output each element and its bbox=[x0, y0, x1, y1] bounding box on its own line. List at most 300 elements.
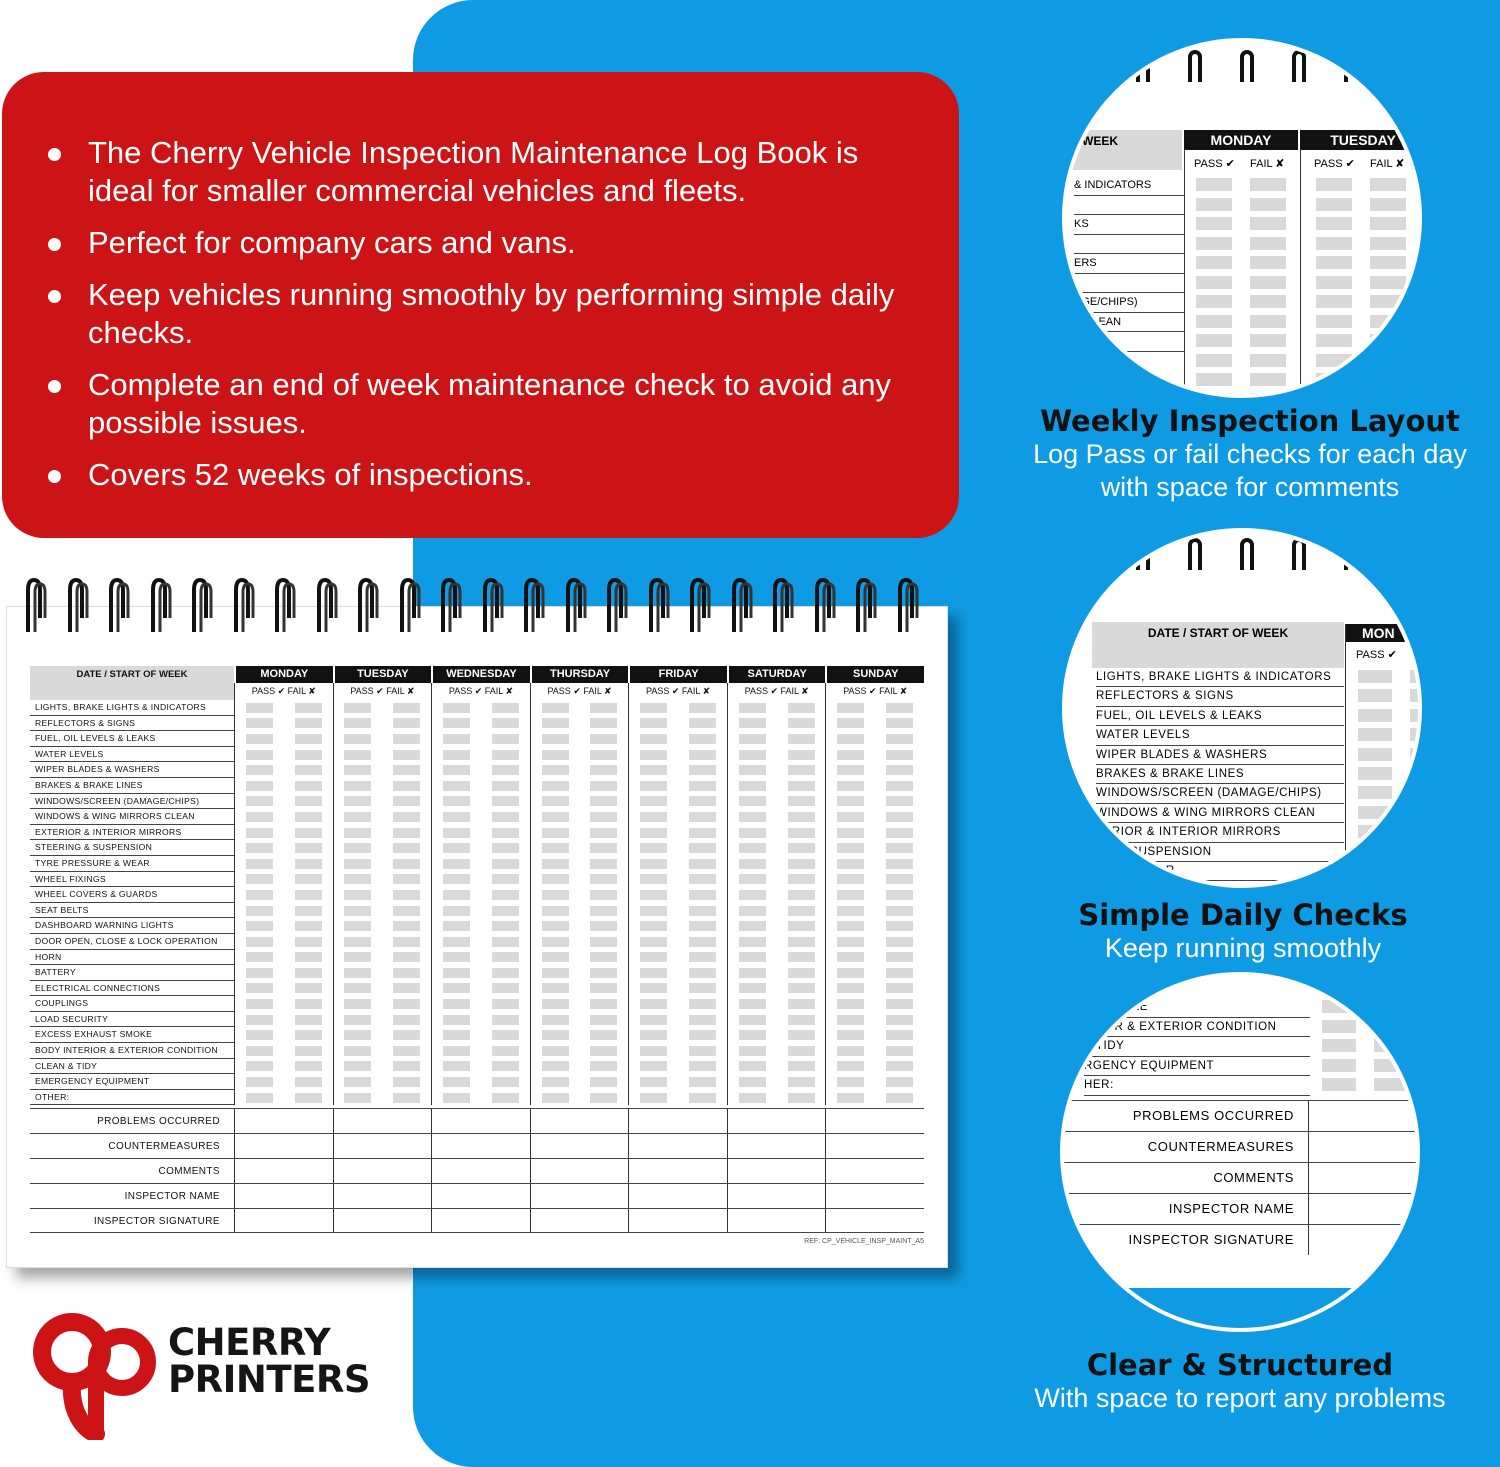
feature-subtitle: With space to report any problems bbox=[1034, 1383, 1446, 1413]
checkbox bbox=[1316, 256, 1352, 269]
check-item-label: URE & WEAR bbox=[1096, 862, 1344, 881]
fail-checkbox bbox=[886, 983, 913, 993]
fail-checkbox bbox=[393, 1015, 420, 1025]
fail-checkbox bbox=[590, 843, 617, 853]
fail-checkbox bbox=[886, 1046, 913, 1056]
pass-checkbox bbox=[542, 968, 569, 978]
pass-checkbox bbox=[246, 937, 273, 947]
pass-fail-boxes bbox=[825, 762, 924, 778]
pass-checkbox bbox=[344, 874, 371, 884]
pass-checkbox bbox=[443, 890, 470, 900]
fail-checkbox bbox=[689, 952, 716, 962]
pass-fail-boxes bbox=[825, 1090, 924, 1106]
pass-checkbox bbox=[739, 718, 766, 728]
pass-fail-boxes bbox=[431, 1027, 530, 1043]
pass-fail-boxes bbox=[628, 825, 727, 841]
feature-subtitle: Keep running smoothly bbox=[1104, 933, 1382, 963]
checkbox bbox=[1358, 864, 1392, 877]
fail-checkbox bbox=[393, 983, 420, 993]
pass-checkbox bbox=[542, 1077, 569, 1087]
fail-checkbox bbox=[788, 1077, 815, 1087]
fail-checkbox bbox=[689, 968, 716, 978]
checkbox bbox=[1316, 354, 1352, 367]
features-panel bbox=[2, 72, 959, 538]
day-cells bbox=[234, 731, 924, 747]
report-cell bbox=[628, 1109, 727, 1133]
pass-checkbox bbox=[739, 828, 766, 838]
pass-checkbox bbox=[739, 1015, 766, 1025]
pass-fail-boxes bbox=[333, 716, 432, 732]
report-cell bbox=[727, 1109, 826, 1133]
pass-fail-boxes bbox=[530, 731, 629, 747]
check-item-label: LIGHTS, BRAKE LIGHTS & INDICATORS bbox=[1096, 668, 1344, 687]
fail-checkbox bbox=[393, 921, 420, 931]
pass-checkbox bbox=[542, 703, 569, 713]
report-cell bbox=[431, 1159, 530, 1183]
fail-checkbox bbox=[886, 703, 913, 713]
pass-fail-boxes bbox=[628, 778, 727, 794]
pass-fail-boxes bbox=[825, 747, 924, 763]
pass-checkbox bbox=[443, 859, 470, 869]
pass-fail-boxes bbox=[530, 825, 629, 841]
pass-fail-boxes bbox=[530, 934, 629, 950]
pass-label: FAIL ✘ bbox=[1370, 158, 1405, 170]
pass-checkbox bbox=[837, 718, 864, 728]
pass-checkbox bbox=[837, 874, 864, 884]
feature-weekly bbox=[1020, 404, 1480, 504]
pass-fail-boxes bbox=[825, 918, 924, 934]
pass-checkbox bbox=[246, 968, 273, 978]
day-cells bbox=[234, 1012, 924, 1028]
pass-checkbox bbox=[837, 921, 864, 931]
fail-checkbox bbox=[788, 781, 815, 791]
pass-fail-label: PASS ✔ FAIL ✘ bbox=[530, 683, 629, 700]
pass-fail-boxes bbox=[234, 809, 333, 825]
report-cell bbox=[333, 1109, 432, 1133]
pass-fail-boxes bbox=[234, 1059, 333, 1075]
pass-checkbox bbox=[443, 1030, 470, 1040]
fail-checkbox bbox=[886, 999, 913, 1009]
pass-checkbox bbox=[837, 843, 864, 853]
pass-checkbox bbox=[739, 843, 766, 853]
pass-fail-boxes bbox=[234, 887, 333, 903]
bullet-text: The Cherry Vehicle Inspection Maintenance Log Book is ideal for smaller commercial vehicles and fleets. bbox=[88, 135, 859, 208]
pass-checkbox bbox=[640, 1061, 667, 1071]
fail-checkbox bbox=[393, 890, 420, 900]
fail-checkbox bbox=[295, 828, 322, 838]
pass-checkbox bbox=[837, 1093, 864, 1103]
fail-checkbox bbox=[590, 1061, 617, 1071]
table-row bbox=[30, 794, 924, 810]
pass-checkbox bbox=[542, 812, 569, 822]
report-cell bbox=[1308, 1193, 1420, 1224]
check-item-label: WIPER BLADES & WASHERS bbox=[30, 762, 234, 778]
pass-fail-boxes bbox=[431, 934, 530, 950]
pass-fail-boxes bbox=[530, 1090, 629, 1106]
monday-header: MONDAY bbox=[1184, 130, 1298, 150]
table-row bbox=[30, 903, 924, 919]
pass-fail-boxes bbox=[530, 918, 629, 934]
fail-checkbox bbox=[393, 952, 420, 962]
fail-checkbox bbox=[492, 734, 519, 744]
pass-fail-boxes bbox=[628, 1027, 727, 1043]
pass-checkbox bbox=[640, 1046, 667, 1056]
fail-checkbox bbox=[590, 859, 617, 869]
fail-checkbox bbox=[295, 999, 322, 1009]
checkbox bbox=[1370, 315, 1406, 328]
fail-checkbox bbox=[689, 890, 716, 900]
check-item-label: WHEEL FIXINGS bbox=[30, 872, 234, 888]
check-item-label: LOAD SECURITY bbox=[30, 1012, 234, 1028]
fail-checkbox bbox=[295, 906, 322, 916]
date-header: DATE / START OF WEEK bbox=[30, 666, 234, 700]
check-item-label: HORN bbox=[30, 950, 234, 966]
fail-checkbox bbox=[788, 906, 815, 916]
fail-checkbox bbox=[590, 952, 617, 962]
table-row bbox=[30, 700, 924, 716]
pass-fail-boxes bbox=[431, 747, 530, 763]
checkbox bbox=[1370, 198, 1406, 211]
day-cells bbox=[234, 1090, 924, 1106]
fail-checkbox bbox=[492, 983, 519, 993]
binding-ring bbox=[352, 578, 384, 634]
fail-checkbox bbox=[788, 718, 815, 728]
checkbox bbox=[1196, 276, 1232, 289]
fail-checkbox bbox=[689, 874, 716, 884]
fail-checkbox bbox=[886, 952, 913, 962]
table-row bbox=[30, 840, 924, 856]
feature-bullets bbox=[42, 134, 919, 494]
report-row-label: COUNTERMEASURES bbox=[108, 1141, 220, 1152]
pass-fail-boxes bbox=[825, 1074, 924, 1090]
pass-checkbox bbox=[344, 828, 371, 838]
fail-checkbox bbox=[788, 968, 815, 978]
checkbox bbox=[1316, 237, 1352, 250]
check-item-label: RGENCY EQUIPMENT bbox=[1084, 1057, 1310, 1077]
binding-ring bbox=[1344, 50, 1358, 82]
pass-fail-boxes bbox=[628, 918, 727, 934]
pass-fail-boxes bbox=[530, 794, 629, 810]
checkbox bbox=[1322, 1078, 1356, 1091]
fail-checkbox bbox=[689, 843, 716, 853]
reference-code: REF: CP_VEHICLE_INSP_MAINT_A5 bbox=[804, 1238, 924, 1245]
pass-fail-boxes bbox=[825, 716, 924, 732]
fail-checkbox bbox=[788, 1046, 815, 1056]
fail-checkbox bbox=[886, 890, 913, 900]
pass-checkbox bbox=[837, 812, 864, 822]
pass-fail-boxes bbox=[234, 700, 333, 716]
binding-ring bbox=[62, 578, 94, 634]
day-cells bbox=[234, 981, 924, 997]
pass-fail-boxes bbox=[234, 981, 333, 997]
checkbox bbox=[1316, 178, 1352, 191]
pass-checkbox bbox=[246, 921, 273, 931]
pass-checkbox bbox=[739, 750, 766, 760]
inspection-sheet bbox=[30, 666, 924, 1245]
check-item-label: OTHER: bbox=[30, 1090, 234, 1106]
pass-checkbox bbox=[542, 843, 569, 853]
table-row bbox=[30, 1090, 924, 1106]
binding-ring bbox=[518, 578, 550, 634]
checkbox bbox=[1358, 786, 1392, 799]
pass-checkbox bbox=[640, 1015, 667, 1025]
pass-fail-boxes bbox=[727, 700, 826, 716]
pass-checkbox bbox=[640, 999, 667, 1009]
check-item-label: & INDICATORS bbox=[1074, 176, 1184, 196]
fail-checkbox bbox=[689, 750, 716, 760]
pass-fail-boxes bbox=[333, 747, 432, 763]
report-cell bbox=[234, 1159, 333, 1183]
pass-fail-boxes bbox=[825, 934, 924, 950]
fail-checkbox bbox=[788, 952, 815, 962]
pass-checkbox bbox=[542, 796, 569, 806]
date-header: DATE / START OF WEEK bbox=[1147, 626, 1289, 640]
pass-fail-boxes bbox=[234, 716, 333, 732]
pass-fail-boxes bbox=[628, 762, 727, 778]
pass-fail-boxes bbox=[333, 762, 432, 778]
pass-fail-boxes bbox=[530, 872, 629, 888]
pass-checkbox bbox=[344, 921, 371, 931]
pass-fail-boxes bbox=[727, 1012, 826, 1028]
fail-checkbox bbox=[788, 750, 815, 760]
pass-fail-boxes bbox=[234, 996, 333, 1012]
pass-checkbox bbox=[739, 859, 766, 869]
fail-checkbox bbox=[295, 874, 322, 884]
fail-checkbox bbox=[295, 968, 322, 978]
check-item-label: BATTERY bbox=[30, 965, 234, 981]
fail-checkbox bbox=[295, 1093, 322, 1103]
pass-fail-boxes bbox=[825, 903, 924, 919]
pass-checkbox bbox=[640, 983, 667, 993]
pass-fail-boxes bbox=[727, 1074, 826, 1090]
pass-checkbox bbox=[837, 828, 864, 838]
checkbox bbox=[1196, 178, 1232, 191]
pass-fail-label: PASS ✔ FAIL ✘ bbox=[727, 683, 826, 700]
day-cells bbox=[234, 1043, 924, 1059]
fail-checkbox bbox=[590, 999, 617, 1009]
fail-checkbox bbox=[492, 921, 519, 931]
pass-checkbox bbox=[837, 750, 864, 760]
report-cell bbox=[431, 1209, 530, 1232]
report-row-label: COMMENTS bbox=[158, 1166, 220, 1177]
pass-checkbox bbox=[542, 874, 569, 884]
report-cell bbox=[628, 1159, 727, 1183]
check-item-label: DOOR OPEN, CLOSE & LOCK OPERATION bbox=[30, 934, 234, 950]
day-cells bbox=[234, 747, 924, 763]
fail-checkbox bbox=[295, 703, 322, 713]
fail-checkbox bbox=[886, 796, 913, 806]
fail-checkbox bbox=[590, 1093, 617, 1103]
day-cells bbox=[234, 872, 924, 888]
pass-fail-boxes bbox=[431, 809, 530, 825]
pass-checkbox bbox=[542, 1061, 569, 1071]
pass-checkbox bbox=[246, 703, 273, 713]
bullet-dot bbox=[48, 470, 61, 483]
pass-checkbox bbox=[739, 734, 766, 744]
fail-checkbox bbox=[492, 999, 519, 1009]
pass-fail-boxes bbox=[431, 1090, 530, 1106]
pass-fail-boxes bbox=[333, 1027, 432, 1043]
checkbox bbox=[1250, 276, 1286, 289]
fail-checkbox bbox=[393, 937, 420, 947]
report-cell bbox=[825, 1209, 924, 1232]
pass-fail-boxes bbox=[234, 872, 333, 888]
bullet-dot bbox=[48, 148, 61, 161]
report-cell bbox=[530, 1184, 629, 1208]
fail-checkbox bbox=[492, 1077, 519, 1087]
pass-checkbox bbox=[344, 843, 371, 853]
fail-checkbox bbox=[393, 874, 420, 884]
pass-fail-boxes bbox=[431, 856, 530, 872]
pass-checkbox bbox=[246, 983, 273, 993]
pass-checkbox bbox=[344, 983, 371, 993]
pass-fail-boxes bbox=[333, 903, 432, 919]
pass-checkbox bbox=[640, 781, 667, 791]
pass-checkbox bbox=[837, 796, 864, 806]
checkbox bbox=[1316, 334, 1352, 347]
fail-checkbox bbox=[886, 750, 913, 760]
checkbox bbox=[1250, 295, 1286, 308]
fail-checkbox bbox=[689, 1046, 716, 1056]
pass-checkbox bbox=[837, 983, 864, 993]
checkbox bbox=[1196, 217, 1232, 230]
pass-fail-boxes bbox=[628, 856, 727, 872]
column-divider bbox=[1300, 150, 1301, 398]
pass-fail-boxes bbox=[727, 840, 826, 856]
report-cell bbox=[727, 1134, 826, 1158]
pass-fail-boxes bbox=[530, 1027, 629, 1043]
check-item-label: WATER LEVELS bbox=[30, 747, 234, 763]
fail-checkbox bbox=[492, 859, 519, 869]
pass-checkbox bbox=[344, 890, 371, 900]
pass-fail-boxes bbox=[234, 1074, 333, 1090]
fail-checkbox bbox=[492, 812, 519, 822]
fail-checkbox bbox=[590, 1077, 617, 1087]
fail-checkbox bbox=[689, 781, 716, 791]
pass-fail-boxes bbox=[530, 856, 629, 872]
pass-checkbox bbox=[640, 812, 667, 822]
day-cells bbox=[234, 1027, 924, 1043]
fail-checkbox bbox=[295, 843, 322, 853]
pass-fail-boxes bbox=[825, 996, 924, 1012]
pass-checkbox bbox=[344, 796, 371, 806]
pass-fail-boxes bbox=[530, 1012, 629, 1028]
fail-checkbox bbox=[788, 1015, 815, 1025]
pass-checkbox bbox=[246, 781, 273, 791]
fail-checkbox bbox=[393, 1030, 420, 1040]
fail-checkbox bbox=[590, 1046, 617, 1056]
checkbox bbox=[1370, 334, 1406, 347]
report-cell bbox=[727, 1209, 826, 1232]
fail-checkbox bbox=[788, 765, 815, 775]
fail-checkbox bbox=[393, 968, 420, 978]
table-row bbox=[30, 1012, 924, 1028]
fail-checkbox bbox=[689, 765, 716, 775]
pass-fail-boxes bbox=[431, 950, 530, 966]
pass-checkbox bbox=[443, 1061, 470, 1071]
pass-fail-boxes bbox=[628, 716, 727, 732]
check-items bbox=[30, 700, 924, 1105]
pass-checkbox bbox=[739, 874, 766, 884]
pass-checkbox bbox=[246, 1061, 273, 1071]
pass-checkbox bbox=[542, 859, 569, 869]
pass-checkbox bbox=[837, 952, 864, 962]
binding-ring bbox=[560, 578, 592, 634]
pass-checkbox bbox=[344, 1093, 371, 1103]
binding-ring bbox=[1396, 50, 1410, 82]
pass-checkbox bbox=[739, 765, 766, 775]
report-cell bbox=[1308, 1100, 1420, 1131]
pass-checkbox bbox=[443, 983, 470, 993]
pass-fail-boxes bbox=[333, 1059, 432, 1075]
bullet-item bbox=[42, 276, 919, 352]
pass-checkbox bbox=[443, 718, 470, 728]
pass-checkbox bbox=[443, 921, 470, 931]
pass-fail-boxes bbox=[825, 809, 924, 825]
pass-fail-boxes bbox=[628, 700, 727, 716]
check-item-label: TERIOR & INTERIOR MIRRORS bbox=[1096, 823, 1344, 842]
report-cell bbox=[431, 1109, 530, 1133]
pass-checkbox bbox=[443, 843, 470, 853]
checkbox bbox=[1370, 178, 1406, 191]
pass-fail-boxes bbox=[628, 731, 727, 747]
pass-checkbox bbox=[739, 999, 766, 1009]
pass-fail-boxes bbox=[234, 856, 333, 872]
pass-checkbox bbox=[640, 952, 667, 962]
pass-fail-boxes bbox=[234, 778, 333, 794]
fail-checkbox bbox=[492, 843, 519, 853]
pass-fail-boxes bbox=[234, 840, 333, 856]
fail-checkbox bbox=[590, 921, 617, 931]
feature-structured bbox=[1020, 1348, 1460, 1415]
pass-checkbox bbox=[542, 1046, 569, 1056]
pass-checkbox bbox=[344, 1077, 371, 1087]
pass-checkbox bbox=[542, 781, 569, 791]
pass-checkbox bbox=[344, 703, 371, 713]
fail-checkbox bbox=[788, 703, 815, 713]
pass-checkbox bbox=[246, 750, 273, 760]
feature-title: Clear & Structured bbox=[1086, 1348, 1394, 1382]
pass-checkbox bbox=[344, 781, 371, 791]
table-row bbox=[30, 918, 924, 934]
fail-checkbox bbox=[886, 1061, 913, 1071]
fail-checkbox bbox=[886, 1093, 913, 1103]
pass-fail-boxes bbox=[825, 794, 924, 810]
check-item-label: RS bbox=[1074, 332, 1184, 352]
pass-fail-boxes bbox=[628, 1059, 727, 1075]
pass-fail-boxes bbox=[333, 731, 432, 747]
pass-fail-boxes bbox=[628, 1090, 727, 1106]
report-cell bbox=[825, 1159, 924, 1183]
day-cells bbox=[234, 965, 924, 981]
table-row bbox=[30, 747, 924, 763]
pass-fail-boxes bbox=[628, 1012, 727, 1028]
report-row bbox=[30, 1133, 924, 1158]
checkbox bbox=[1358, 689, 1392, 702]
pass-fail-boxes bbox=[431, 778, 530, 794]
check-item-label bbox=[1074, 196, 1184, 216]
check-item-label: TYRE PRESSURE & WEAR bbox=[30, 856, 234, 872]
pass-fail-boxes bbox=[431, 762, 530, 778]
pass-checkbox bbox=[344, 750, 371, 760]
pass-fail-boxes bbox=[234, 950, 333, 966]
report-cell bbox=[628, 1134, 727, 1158]
brand-line-2: PRINTERS bbox=[168, 1358, 370, 1401]
checkbox bbox=[1250, 373, 1286, 386]
fail-checkbox bbox=[492, 718, 519, 728]
day-cells bbox=[234, 934, 924, 950]
pass-fail-boxes bbox=[333, 700, 432, 716]
